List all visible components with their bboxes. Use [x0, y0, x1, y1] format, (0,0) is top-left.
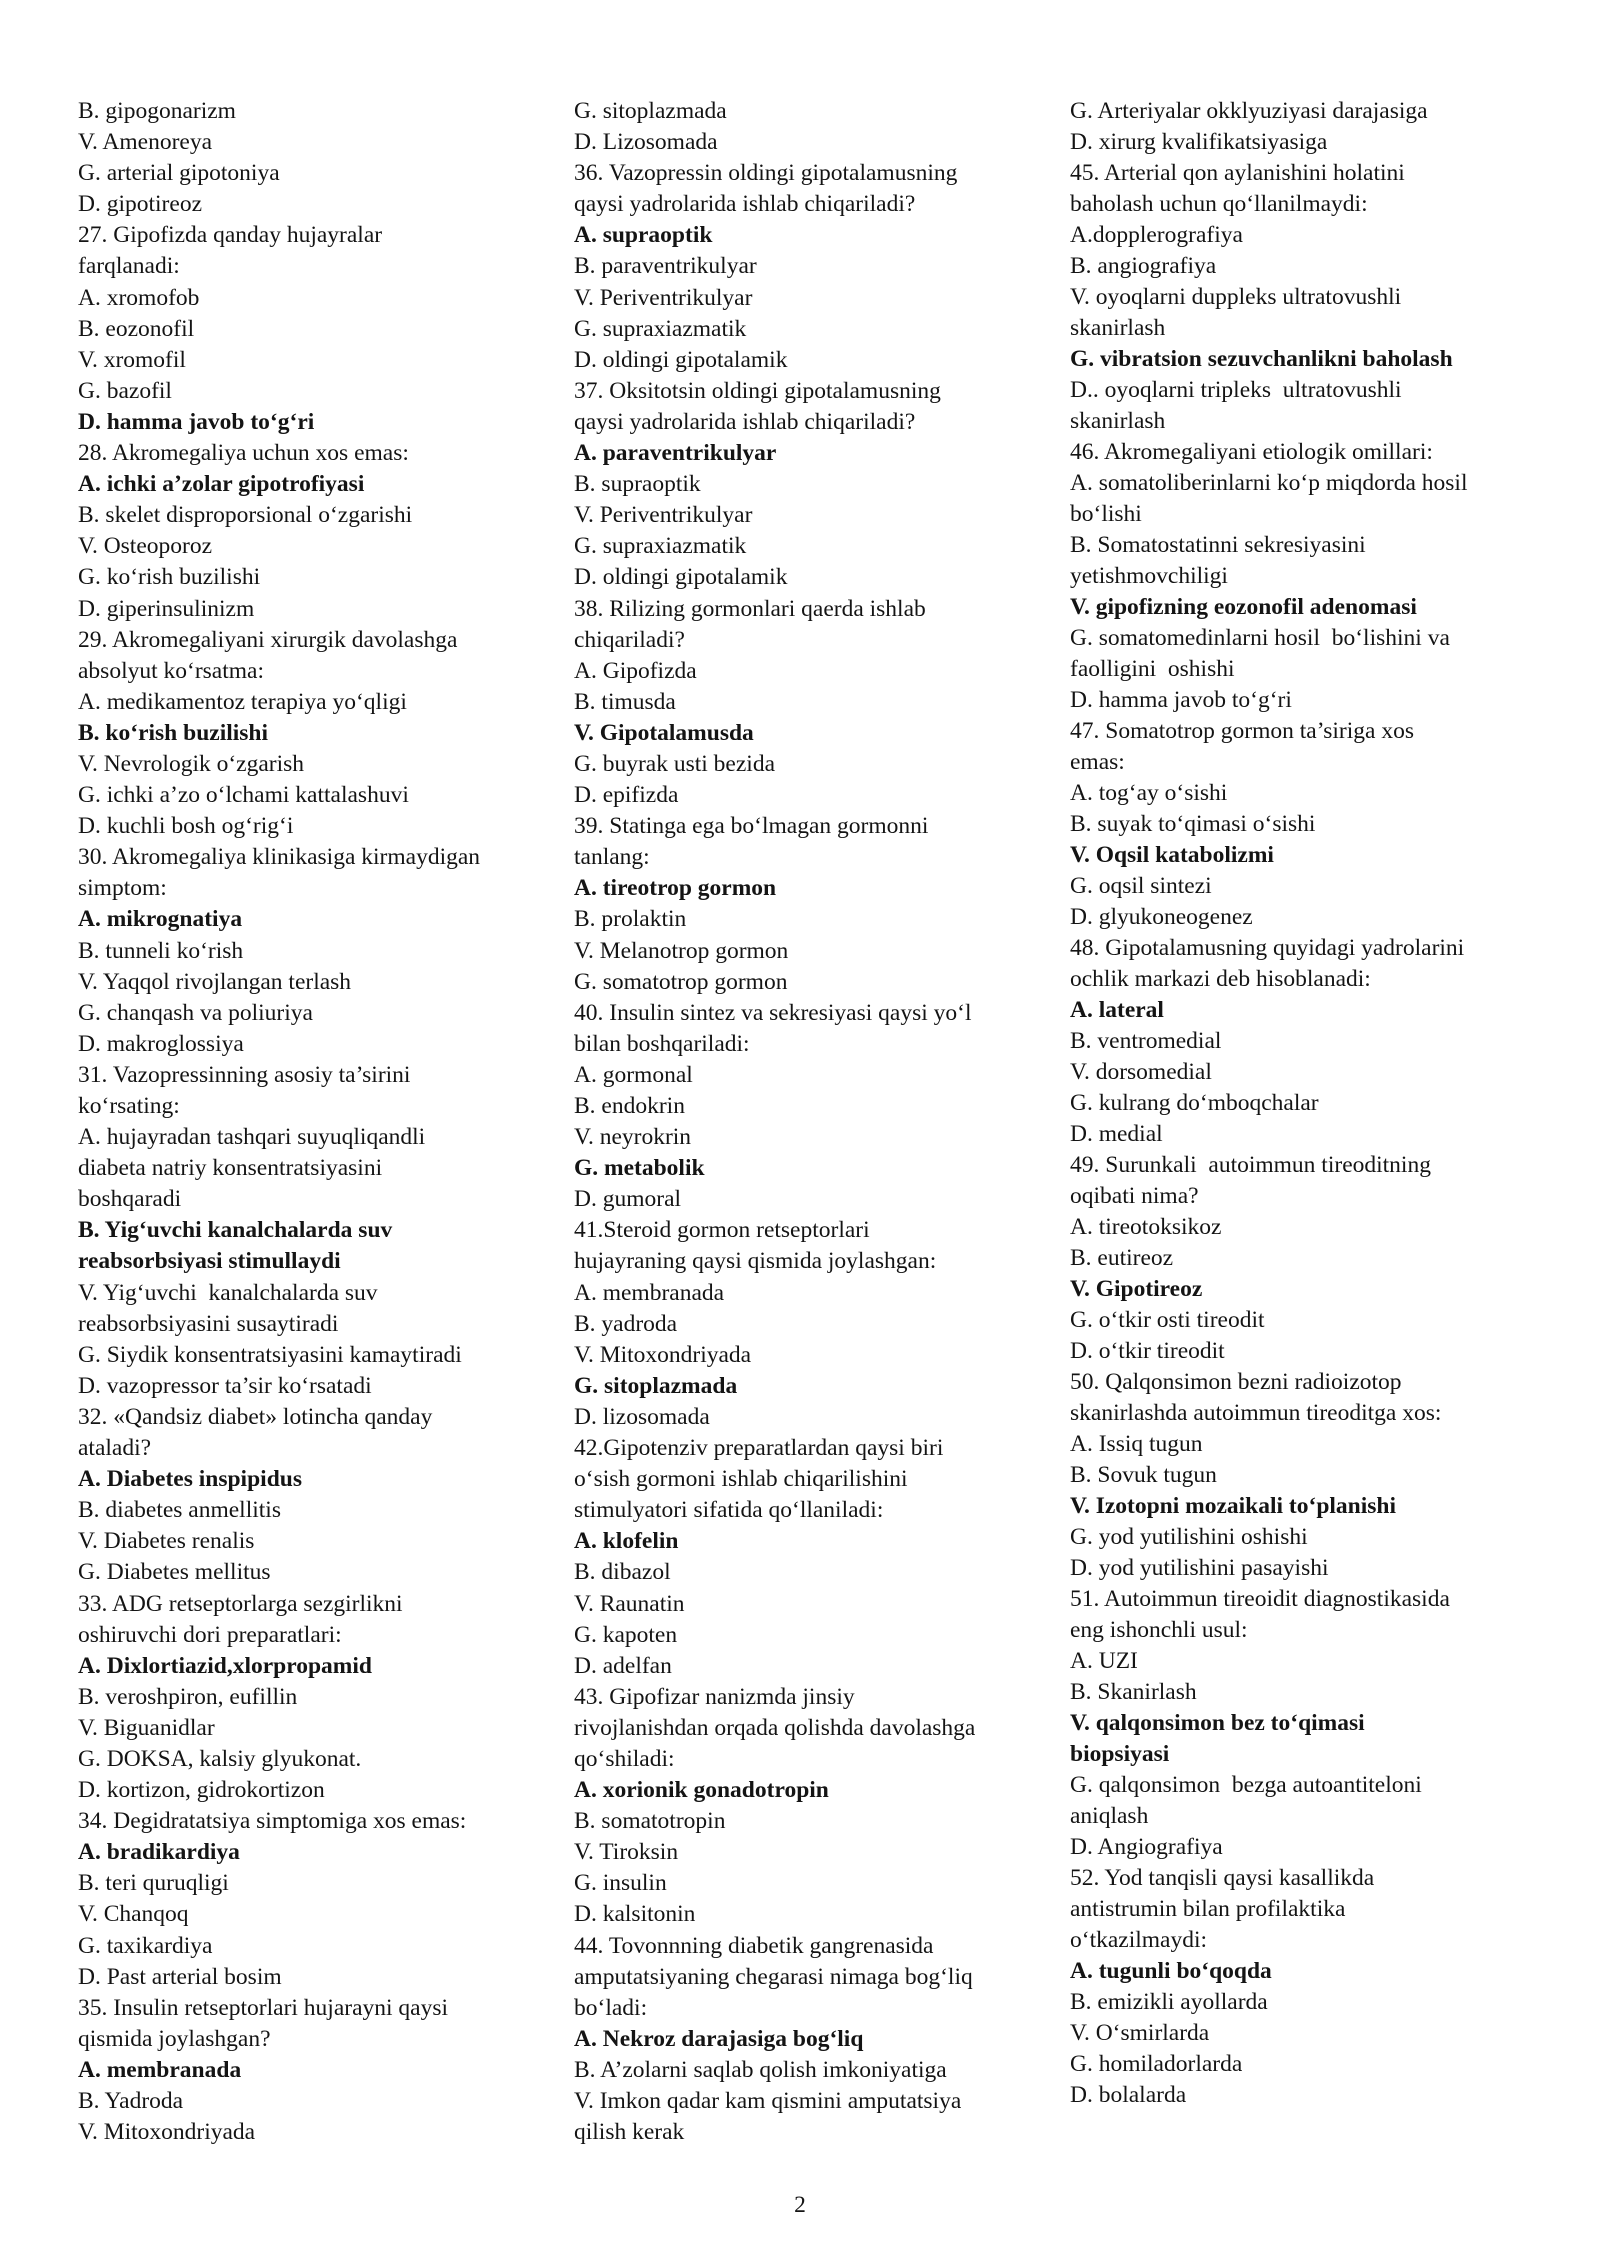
text-line: G. o‘tkir osti tireodit	[1070, 1307, 1265, 1333]
text-line: G. insulin	[574, 1870, 667, 1897]
text-line: G. DOKSA, kalsiy glyukonat.	[78, 1745, 362, 1772]
answer-line-correct: G. vibratsion sezuvchanlikni baholash	[1070, 346, 1453, 372]
text-column-right	[1070, 96, 1540, 2111]
text-line: B. supraoptik	[574, 471, 701, 498]
text-line: D. medial	[1070, 1121, 1163, 1147]
answer-line-correct: A. xorionik gonadotropin	[574, 1777, 829, 1804]
answer-line-correct: A. tugunli bo‘qoqda	[1070, 1958, 1272, 1984]
text-line: A. xromofob	[78, 284, 200, 311]
answer-line-correct: A. Nekroz darajasiga bog‘liq	[574, 2025, 864, 2052]
text-line: skanirlash	[1070, 408, 1166, 434]
text-line: 50. Qalqonsimon bezni radioizotop	[1070, 1369, 1402, 1395]
answer-line-correct: V. Gipotalamusda	[574, 719, 754, 746]
text-line: V. Imkon qadar kam qismini amputatsiya	[574, 2088, 962, 2114]
text-line: V. O‘smirlarda	[1070, 2020, 1210, 2046]
text-line: D. glyukoneogenez	[1070, 904, 1253, 930]
text-line: B. prolaktin	[574, 906, 687, 933]
text-line: 43. Gipofizar nanizmda jinsiy	[574, 1683, 855, 1710]
text-line: G. homiladorlarda	[1070, 2051, 1243, 2077]
text-line: 32. «Qandsiz diabet» lotincha qanday	[78, 1403, 433, 1430]
text-line: 35. Insulin retseptorlari hujarayni qaysi	[78, 1994, 449, 2021]
text-line: G. ko‘rish buzilishi	[78, 564, 261, 591]
text-line: qo‘shiladi:	[574, 1745, 675, 1772]
text-line: B. tunneli ko‘rish	[78, 937, 244, 964]
text-line: A. membranada	[574, 1279, 725, 1306]
text-line: A.dopplerografiya	[1070, 222, 1243, 248]
text-line: B. timusda	[574, 688, 676, 715]
text-line: D. gipotireoz	[78, 191, 202, 218]
text-line: G. ichki a’zo o‘lchami kattalashuvi	[78, 782, 409, 809]
text-line: oqibati nima?	[1070, 1183, 1199, 1209]
text-line: 45. Arterial qon aylanishini holatini	[1070, 160, 1405, 186]
text-line: G. sitoplazmada	[574, 98, 727, 124]
text-line: baholash uchun qo‘llanilmaydi:	[1070, 191, 1368, 217]
text-line: D. adelfan	[574, 1652, 672, 1679]
text-line: G. supraxiazmatik	[574, 533, 747, 560]
text-line: G. chanqash va poliuriya	[78, 999, 313, 1026]
text-line: V. Mitoxondriyada	[78, 2119, 256, 2146]
text-line: G. kulrang do‘mboqchalar	[1070, 1090, 1319, 1116]
text-column-middle	[574, 96, 1044, 2148]
text-line: D. kuchli bosh og‘rig‘i	[78, 813, 294, 840]
text-line: D. oldingi gipotalamik	[574, 346, 788, 373]
text-line: B. gipogonarizm	[78, 98, 236, 124]
text-line: V. Melanotrop gormon	[574, 937, 789, 964]
text-line: qilish kerak	[574, 2119, 685, 2146]
answer-line-correct: G. metabolik	[574, 1155, 705, 1182]
text-line: 47. Somatotrop gormon ta’siriga xos	[1070, 718, 1414, 744]
answer-line-correct: V. gipofizning eozonofil adenomasi	[1070, 594, 1417, 620]
text-line: B. emizikli ayollarda	[1070, 1989, 1268, 2015]
text-line: 31. Vazopressinning asosiy ta’sirini	[78, 1061, 411, 1088]
text-line: oshiruvchi dori preparatlari:	[78, 1621, 342, 1648]
text-line: G. taxikardiya	[78, 1932, 213, 1959]
text-line: A. hujayradan tashqari suyuqliqandli	[78, 1124, 426, 1151]
text-line: D. yod yutilishini pasayishi	[1070, 1555, 1329, 1581]
text-line: V. Chanqoq	[78, 1901, 189, 1928]
text-line: farqlanadi:	[78, 253, 180, 280]
text-line: stimulyatori sifatida qo‘llaniladi:	[574, 1497, 884, 1524]
text-line: V. Amenoreya	[78, 129, 213, 156]
text-line: emas:	[1070, 749, 1125, 775]
text-line: skanirlashda autoimmun tireoditga xos:	[1070, 1400, 1442, 1426]
text-line: 30. Akromegaliya klinikasiga kirmaydigan	[78, 844, 481, 871]
answer-line-correct: A. Diabetes inspipidus	[78, 1466, 302, 1493]
answer-line-correct: A. tireotrop gormon	[574, 875, 777, 902]
answer-line-correct: A. Dixlortiazid,xlorpropamid	[78, 1652, 372, 1679]
text-line: boshqaradi	[78, 1186, 182, 1213]
text-line: A. Gipofizda	[574, 657, 697, 684]
text-line: 41.Steroid gormon retseptorlari	[574, 1217, 870, 1244]
text-line: B. somatotropin	[574, 1808, 726, 1835]
text-line: 46. Akromegaliyani etiologik omillari:	[1070, 439, 1433, 465]
text-line: tanlang:	[574, 844, 650, 871]
text-line: qismida joylashgan?	[78, 2025, 271, 2052]
text-line: faolligini oshishi	[1070, 656, 1235, 682]
text-line: G. Diabetes mellitus	[78, 1559, 271, 1586]
text-line: 33. ADG retseptorlarga sezgirlikni	[78, 1590, 403, 1617]
answer-line-correct: V. Izotopni mozaikali to‘planishi	[1070, 1493, 1397, 1519]
text-line: 51. Autoimmun tireoidit diagnostikasida	[1070, 1586, 1450, 1612]
text-line: B. veroshpiron, eufillin	[78, 1683, 298, 1710]
answer-line-correct: A. bradikardiya	[78, 1839, 240, 1866]
text-line: D. epifizda	[574, 782, 679, 809]
text-line: D. makroglossiya	[78, 1030, 244, 1057]
text-line: G. supraxiazmatik	[574, 315, 747, 342]
text-line: 40. Insulin sintez va sekresiyasi qaysi yo‘l	[574, 999, 972, 1026]
text-line: B. Skanirlash	[1070, 1679, 1197, 1705]
text-line: 39. Statinga ega bo‘lmagan gormonni	[574, 813, 929, 840]
text-line: D. lizosomada	[574, 1403, 710, 1430]
text-line: chiqariladi?	[574, 626, 685, 653]
text-line: D. gumoral	[574, 1186, 682, 1213]
text-line: o‘tkazilmaydi:	[1070, 1927, 1208, 1953]
text-line: amputatsiyaning chegarasi nimaga bog‘liq	[574, 1963, 973, 1990]
answer-line-correct: A. mikrognatiya	[78, 906, 243, 933]
text-line: V. Osteoporoz	[78, 533, 213, 560]
text-line: hujayraning qaysi qismida joylashgan:	[574, 1248, 937, 1275]
text-line: aniqlash	[1070, 1803, 1149, 1829]
text-line: V. Periventrikulyar	[574, 284, 753, 311]
text-line: antistrumin bilan profilaktika	[1070, 1896, 1346, 1922]
text-line: B. eutireoz	[1070, 1245, 1174, 1271]
text-line: B. endokrin	[574, 1093, 685, 1119]
text-line: G. qalqonsimon bezga autoantiteloni	[1070, 1772, 1422, 1798]
text-line: D. Angiografiya	[1070, 1834, 1223, 1860]
text-line: V. Yaqqol rivojlangan terlash	[78, 968, 352, 995]
page-number: 2	[794, 2192, 806, 2218]
text-line: B. angiografiya	[1070, 253, 1217, 279]
text-line: D. kortizon, gidrokortizon	[78, 1777, 325, 1804]
text-line: A. somatoliberinlarni ko‘p miqdorda hosil	[1070, 470, 1468, 496]
text-line: 28. Akromegaliya uchun xos emas:	[78, 440, 409, 467]
text-line: G. yod yutilishini oshishi	[1070, 1524, 1308, 1550]
text-line: qaysi yadrolarida ishlab chiqariladi?	[574, 408, 916, 435]
text-line: reabsorbsiyasini susaytiradi	[78, 1310, 339, 1337]
answer-line-correct: V. Oqsil katabolizmi	[1070, 842, 1274, 868]
text-line: G. buyrak usti bezida	[574, 750, 776, 777]
text-line: B. eozonofil	[78, 315, 195, 342]
text-line: A. tog‘ay o‘sishi	[1070, 780, 1228, 806]
text-line: D. bolalarda	[1070, 2082, 1187, 2108]
text-line: B. yadroda	[574, 1310, 678, 1337]
answer-line-correct: A. ichki a’zolar gipotrofiyasi	[78, 471, 365, 498]
text-line: D. Lizosomada	[574, 129, 718, 156]
text-line: B. suyak to‘qimasi o‘sishi	[1070, 811, 1316, 837]
text-line: 48. Gipotalamusning quyidagi yadrolarini	[1070, 935, 1465, 961]
text-line: A. tireotoksikoz	[1070, 1214, 1222, 1240]
text-line: bo‘lishi	[1070, 501, 1142, 527]
text-line: D. giperinsulinizm	[78, 595, 255, 622]
text-line: 42.Gipotenziv preparatlardan qaysi biri	[574, 1435, 944, 1462]
text-line: V. Tiroksin	[574, 1839, 679, 1866]
text-line: V. xromofil	[78, 346, 186, 373]
text-line: B. dibazol	[574, 1559, 671, 1586]
answer-line-correct: V. qalqonsimon bez to‘qimasi	[1070, 1710, 1365, 1736]
answer-line-correct: A. lateral	[1070, 997, 1164, 1023]
answer-line-correct: B. Yig‘uvchi kanalchalarda suv	[78, 1217, 393, 1244]
text-line: 34. Degidratatsiya simptomiga xos emas:	[78, 1808, 467, 1835]
text-line: V. Periventrikulyar	[574, 502, 753, 529]
text-line: B. teri quruqligi	[78, 1870, 229, 1897]
text-line: V. oyoqlarni duppleks ultratovushli	[1070, 284, 1402, 310]
text-line: B. diabetes anmellitis	[78, 1497, 281, 1524]
answer-line-correct: D. hamma javob to‘g‘ri	[78, 408, 315, 435]
text-line: ko‘rsating:	[78, 1093, 180, 1119]
text-line: simptom:	[78, 875, 167, 902]
text-line: rivojlanishdan orqada qolishda davolashga	[574, 1714, 976, 1741]
text-line: skanirlash	[1070, 315, 1166, 341]
text-line: qaysi yadrolarida ishlab chiqariladi?	[574, 191, 916, 218]
text-line: A. medikamentoz terapiya yo‘qligi	[78, 688, 407, 715]
text-line: 27. Gipofizda qanday hujayralar	[78, 222, 383, 249]
text-line: G. somatomedinlarni hosil bo‘lishini va	[1070, 625, 1450, 651]
answer-line-correct: A. klofelin	[574, 1528, 679, 1555]
text-line: D.. oyoqlarni tripleks ultratovushli	[1070, 377, 1402, 403]
text-line: V. Raunatin	[574, 1590, 685, 1617]
text-line: G. arterial gipotoniya	[78, 160, 280, 187]
text-line: B. A’zolarni saqlab qolish imkoniyatiga	[574, 2056, 947, 2083]
answer-line-correct: biopsiyasi	[1070, 1741, 1170, 1767]
text-line: bo‘ladi:	[574, 1994, 648, 2021]
text-line: D. oldingi gipotalamik	[574, 564, 788, 591]
text-line: V. neyrokrin	[574, 1124, 692, 1151]
text-line: G. oqsil sintezi	[1070, 873, 1212, 899]
text-line: 49. Surunkali autoimmun tireoditning	[1070, 1152, 1431, 1178]
text-line: o‘sish gormoni ishlab chiqarilishini	[574, 1466, 908, 1493]
answer-line-correct: G. sitoplazmada	[574, 1372, 738, 1399]
text-line: 29. Akromegaliyani xirurgik davolashga	[78, 626, 458, 653]
text-line: 44. Tovonnning diabetik gangrenasida	[574, 1932, 934, 1959]
text-line: D. xirurg kvalifikatsiyasiga	[1070, 129, 1328, 155]
text-line: V. Yig‘uvchi kanalchalarda suv	[78, 1279, 378, 1306]
answer-line-correct: B. ko‘rish buzilishi	[78, 719, 269, 746]
text-line: A. UZI	[1070, 1648, 1138, 1674]
text-line: V. Biguanidlar	[78, 1714, 215, 1741]
text-line: 37. Oksitotsin oldingi gipotalamusning	[574, 377, 941, 404]
text-line: V. dorsomedial	[1070, 1059, 1212, 1085]
text-line: G. bazofil	[78, 377, 172, 404]
text-line: 36. Vazopressin oldingi gipotalamusning	[574, 160, 958, 187]
text-line: B. paraventrikulyar	[574, 253, 757, 280]
text-line: D. hamma javob to‘g‘ri	[1070, 687, 1292, 713]
text-line: ochlik markazi deb hisoblanadi:	[1070, 966, 1371, 992]
text-line: D. kalsitonin	[574, 1901, 696, 1928]
text-line: V. Diabetes renalis	[78, 1528, 255, 1555]
answer-line-correct: A. supraoptik	[574, 222, 713, 249]
text-line: B. Yadroda	[78, 2088, 184, 2114]
answer-line-correct: reabsorbsiyasi stimullaydi	[78, 1248, 341, 1275]
text-line: B. ventromedial	[1070, 1028, 1222, 1054]
text-line: G. Siydik konsentratsiyasini kamaytiradi	[78, 1341, 462, 1368]
text-line: A. Issiq tugun	[1070, 1431, 1203, 1457]
text-line: yetishmovchiligi	[1070, 563, 1228, 589]
text-line: bilan boshqariladi:	[574, 1030, 750, 1057]
text-line: V. Mitoxondriyada	[574, 1341, 752, 1368]
text-line: diabeta natriy konsentratsiyasini	[78, 1155, 383, 1182]
text-line: B. Somatostatinni sekresiyasini	[1070, 532, 1366, 558]
answer-line-correct: A. membranada	[78, 2056, 242, 2083]
text-line: B. Sovuk tugun	[1070, 1462, 1217, 1488]
text-line: D. Past arterial bosim	[78, 1963, 282, 1990]
text-line: G. kapoten	[574, 1621, 678, 1648]
text-line: 52. Yod tanqisli qaysi kasallikda	[1070, 1865, 1375, 1891]
text-line: eng ishonchli usul:	[1070, 1617, 1248, 1643]
text-line: A. gormonal	[574, 1061, 693, 1088]
answer-line-correct: V. Gipotireoz	[1070, 1276, 1203, 1302]
text-line: V. Nevrologik o‘zgarish	[78, 750, 305, 777]
text-line: G. somatotrop gormon	[574, 968, 788, 995]
text-column-left	[78, 96, 548, 2148]
text-line: absolyut ko‘rsatma:	[78, 657, 265, 684]
text-line: G. Arteriyalar okklyuziyasi darajasiga	[1070, 98, 1428, 124]
answer-line-correct: A. paraventrikulyar	[574, 440, 777, 467]
text-line: D. vazopressor ta’sir ko‘rsatadi	[78, 1372, 372, 1399]
text-line: B. skelet disproporsional o‘zgarishi	[78, 502, 413, 529]
text-line: D. o‘tkir tireodit	[1070, 1338, 1225, 1364]
text-line: 38. Rilizing gormonlari qaerda ishlab	[574, 595, 926, 622]
text-line: ataladi?	[78, 1435, 152, 1462]
